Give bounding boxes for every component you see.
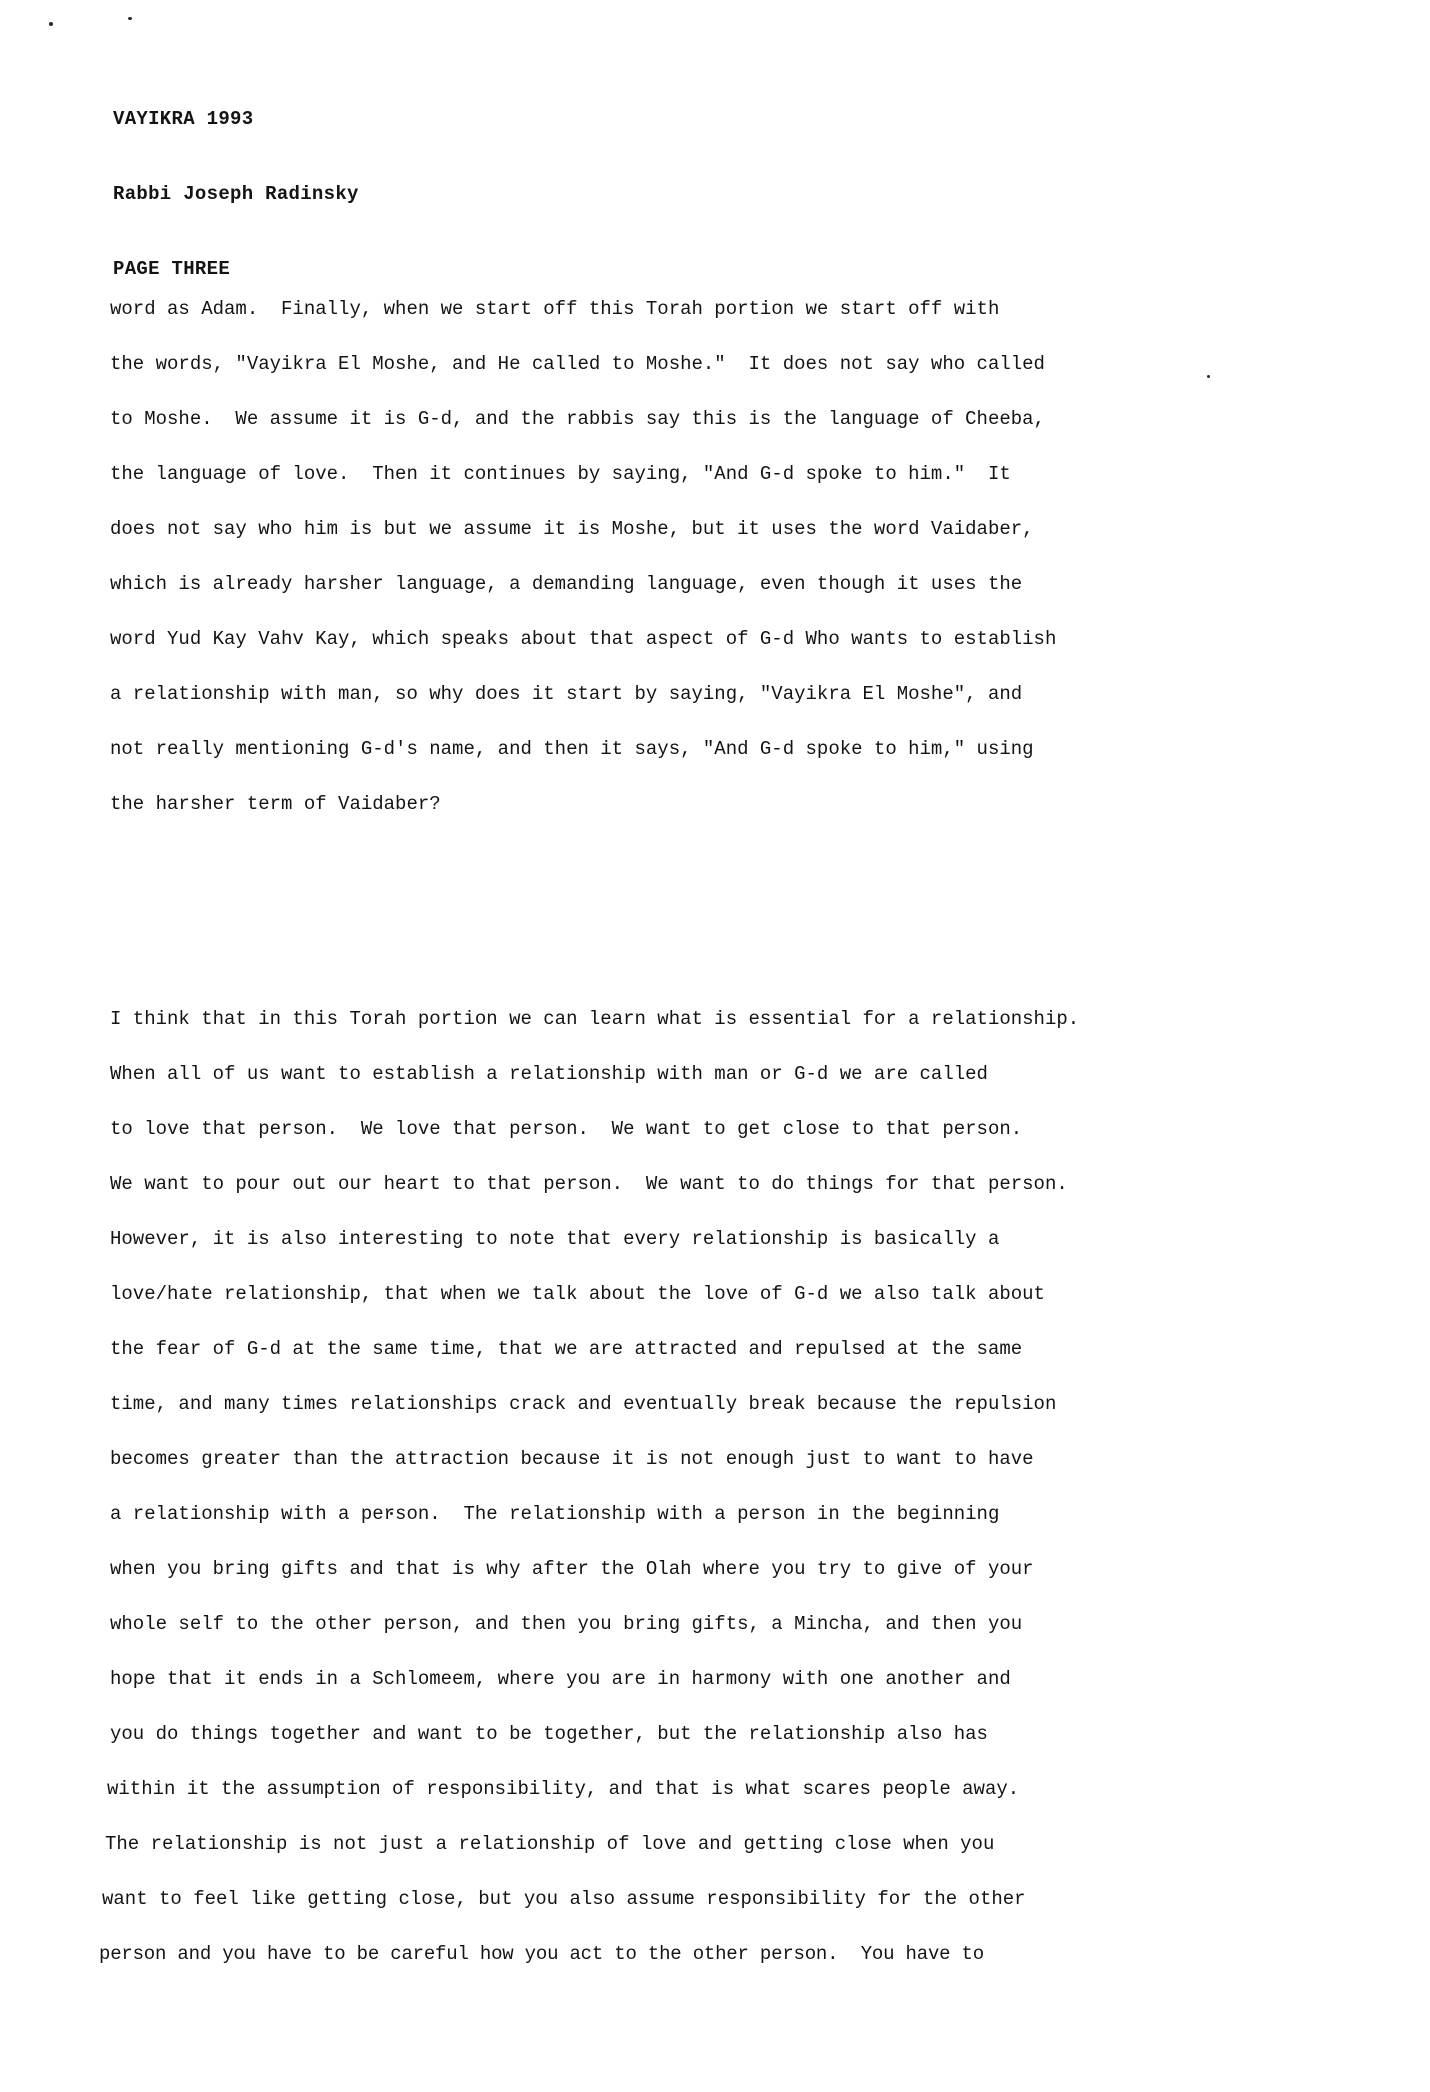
text-line: the words, "Vayikra El Moshe, and He called to Moshe." It does not say who called [110, 353, 1045, 375]
text-line: hope that it ends in a Schlomeem, where you are in harmony with one another and [110, 1668, 1011, 1690]
text-line: the language of love. Then it continues by saying, "And G-d spoke to him." It [110, 463, 1011, 485]
text-line: person and you have to be careful how you act to the other person. You have to [99, 1943, 984, 1965]
document-title: VAYIKRA 1993 [113, 108, 254, 130]
text-line: when you bring gifts and that is why after the Olah where you try to give of your [110, 1558, 1034, 1580]
text-line: the harsher term of Vaidaber? [110, 793, 441, 815]
text-line: love/hate relationship, that when we talk about the love of G-d we also talk about [110, 1283, 1045, 1305]
document-body [99, 172, 1390, 2092]
scan-speck [128, 17, 132, 20]
text-line: want to feel like getting close, but you also assume responsibility for the other [102, 1888, 1026, 1910]
text-line: becomes greater than the attraction because it is not enough just to want to have [110, 1448, 1034, 1470]
paragraph [99, 992, 1390, 1982]
text-line: a relationship with man, so why does it start by saying, "Vayikra El Moshe", and [110, 683, 1023, 705]
scan-speck [49, 22, 53, 26]
text-line: whole self to the other person, and then you bring gifts, a Mincha, and then you [110, 1613, 1023, 1635]
text-line: We want to pour out our heart to that person. We want to do things for that person. [110, 1173, 1068, 1195]
text-line: which is already harsher language, a demanding language, even though it uses the [110, 573, 1023, 595]
text-line: word Yud Kay Vahv Kay, which speaks about that aspect of G-d Who wants to establish [110, 628, 1057, 650]
text-line: to Moshe. We assume it is G-d, and the rabbis say this is the language of Cheeba, [110, 408, 1045, 430]
text-line: a relationship with a person. The relationship with a person in the beginning [110, 1503, 1000, 1525]
document-author: Rabbi Joseph Radinsky [113, 183, 359, 205]
text-line: the fear of G-d at the same time, that we are attracted and repulsed at the same [110, 1338, 1023, 1360]
text-line: However, it is also interesting to note that every relationship is basically a [110, 1228, 1000, 1250]
text-line: not really mentioning G-d's name, and then it says, "And G-d spoke to him," using [110, 738, 1034, 760]
text-line: time, and many times relationships crack and eventually break because the repulsion [110, 1393, 1057, 1415]
text-line: The relationship is not just a relationship of love and getting close when you [105, 1833, 995, 1855]
text-line: word as Adam. Finally, when we start off this Torah portion we start off with [110, 298, 1000, 320]
text-line: to love that person. We love that person. We want to get close to that person. [110, 1118, 1023, 1140]
text-line: When all of us want to establish a relationship with man or G-d we are called [110, 1063, 988, 1085]
text-line: does not say who him is but we assume it is Moshe, but it uses the word Vaidaber, [110, 518, 1034, 540]
text-line: I think that in this Torah portion we can learn what is essential for a relationship. [110, 1008, 1080, 1030]
text-line: within it the assumption of responsibility, and that is what scares people away. [107, 1778, 1020, 1800]
text-line: you do things together and want to be together, but the relationship also has [110, 1723, 988, 1745]
page-number-label: PAGE THREE [113, 258, 231, 280]
paragraph [110, 282, 1390, 832]
